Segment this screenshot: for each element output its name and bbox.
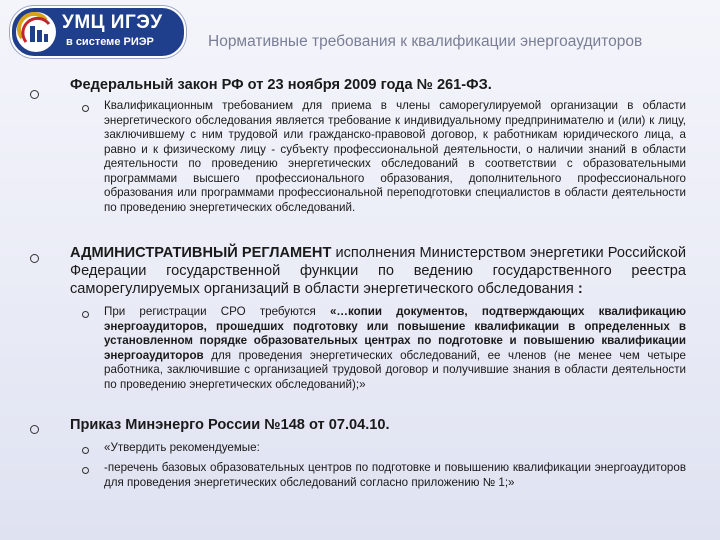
section2-heading-bold: АДМИНИСТРАТИВНЫЙ РЕГЛАМЕНТ: [70, 245, 332, 261]
sub-bullet-icon: [82, 447, 89, 454]
logo-subtitle: в системе РИЭР: [66, 36, 154, 48]
section1-item1: Квалификационным требованием для приема в члены саморегулируемой организации в области энергетического обследования является требование к индивидуальному предпринимателю и (или) к лицу, заключившему с ним трудовой или гражданско-правовой договор, к работникам юридического лица, а равно и к физическому лицу - субъекту профессиональной деятельности, о наличии знаний в области деятельности по проведению энергетических обследований в соответствии с образовательными программами высшего профессионального образования, дополнительного профессионального образования или программами профессиональной переподготовки специалистов в области деятельности по проведению энергетических обследований.: [104, 99, 686, 214]
section2-item1-start: При регистрации СРО требуются: [104, 305, 330, 318]
bullet-icon: [30, 90, 39, 99]
section1-heading: Федеральный закон РФ от 23 ноября 2009 года № 261-ФЗ.: [70, 77, 492, 93]
section2-heading-end: :: [573, 281, 583, 297]
logo-emblem-icon: [16, 12, 56, 52]
bullet-icon: [30, 254, 39, 263]
section3-item2: -перечень базовых образовательных центров по подготовке и повышению квалификации энергоаудиторов для проведения энергетических обследований согласно приложению № 1;»: [104, 461, 686, 489]
logo-title: УМЦ ИГЭУ: [62, 12, 163, 33]
section3-item1: «Утвердить рекомендуемые:: [104, 441, 260, 454]
umc-igeu-logo: [10, 6, 186, 58]
section2-item1-bold: «…копии документов, подтверждающих квалификацию энергоаудиторов, прошедших подготовку или повышение квалификации в определенных в установленном порядке образовательных центрах по подготовке и повышению квалификации энергоаудиторов: [104, 305, 686, 362]
sub-bullet-icon: [82, 311, 89, 318]
section2-heading-rest: исполнения Министерством энергетики Российской Федерации государственной функции по ведению государственного реестра саморегулируемых организаций в области энергетического обследования: [70, 245, 686, 297]
section2-item1: [104, 305, 686, 392]
section3-heading: Приказ Минэнерго России №148 от 07.04.10.: [70, 417, 390, 433]
sub-bullet-icon: [82, 105, 89, 112]
section2-item1-rest: для проведения энергетических обследований, ее членов (не менее чем четыре работника, заключившие с организацией трудовой договор и получившие знания в области деятельности по проведению энергетических обследований);»: [104, 348, 686, 391]
section2-heading: [70, 244, 686, 298]
sub-bullet-icon: [82, 467, 89, 474]
bullet-icon: [30, 425, 39, 434]
page-title: Нормативные требования к квалификации энергоаудиторов: [208, 33, 643, 50]
